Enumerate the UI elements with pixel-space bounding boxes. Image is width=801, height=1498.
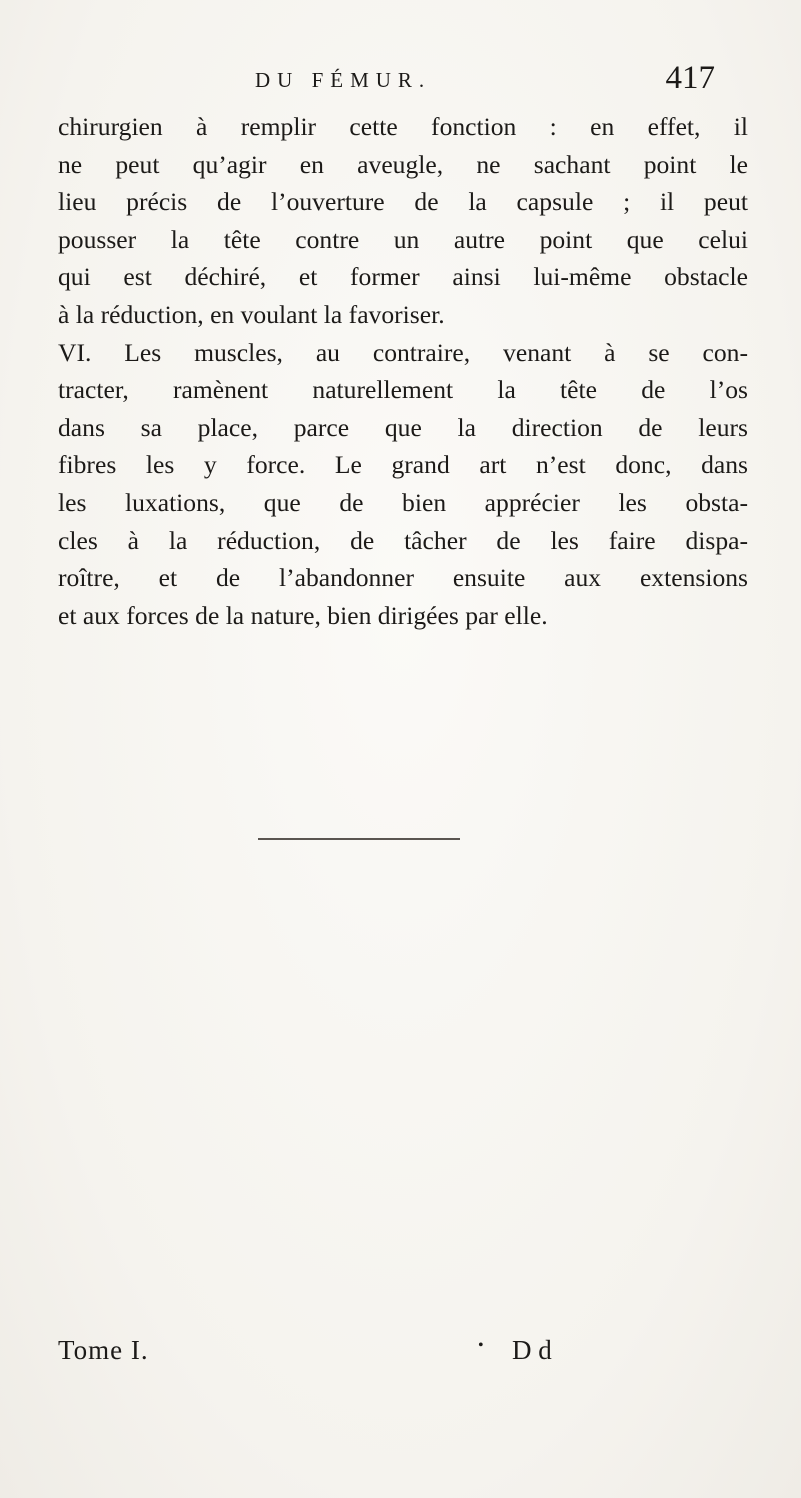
signature-mark: D d [512, 1335, 552, 1365]
text-line: pousser la tête contre un autre point que celui [58, 224, 748, 254]
volume-label: Tome I. [58, 1335, 149, 1365]
text-line: les luxations, que de bien apprécier les obsta- [58, 487, 748, 517]
text-line: roître, et de l’abandonner ensuite aux extensions [58, 563, 748, 593]
text-line: cles à la réduction, de tâcher de les faire dispa- [58, 525, 748, 555]
text-line: et aux forces de la nature, bien dirigées par elle. [58, 600, 548, 630]
text-line: qui est déchiré, et former ainsi lui-même obstacle [58, 262, 748, 292]
page-number: 417 [665, 60, 715, 96]
body-text [58, 108, 748, 634]
section-first-line [58, 334, 748, 372]
text-line: lieu précis de l’ouverture de la capsule ; il peut [58, 187, 748, 217]
text-line: à la réduction, en voulant la favoriser. [58, 299, 445, 329]
text-line: dans sa place, parce que la direction de leurs [58, 412, 748, 442]
running-head [255, 60, 715, 100]
footer-bullet: • [478, 1337, 484, 1354]
section-line-text: Les muscles, au contraire, venant à se con- [124, 337, 749, 367]
running-title: DU FÉMUR. [255, 68, 432, 92]
text-line: fibres les y force. Le grand art n’est donc, dans [58, 450, 748, 480]
text-line: ne peut qu’agir en aveugle, ne sachant point le [58, 149, 748, 179]
page-footer [58, 1335, 748, 1375]
section-divider [258, 838, 460, 840]
section-number: VI. [58, 337, 92, 367]
text-line: tracter, ramènent naturellement la tête de l’os [58, 375, 748, 405]
text-line: chirurgien à remplir cette fonction : en effet, il [58, 112, 748, 141]
